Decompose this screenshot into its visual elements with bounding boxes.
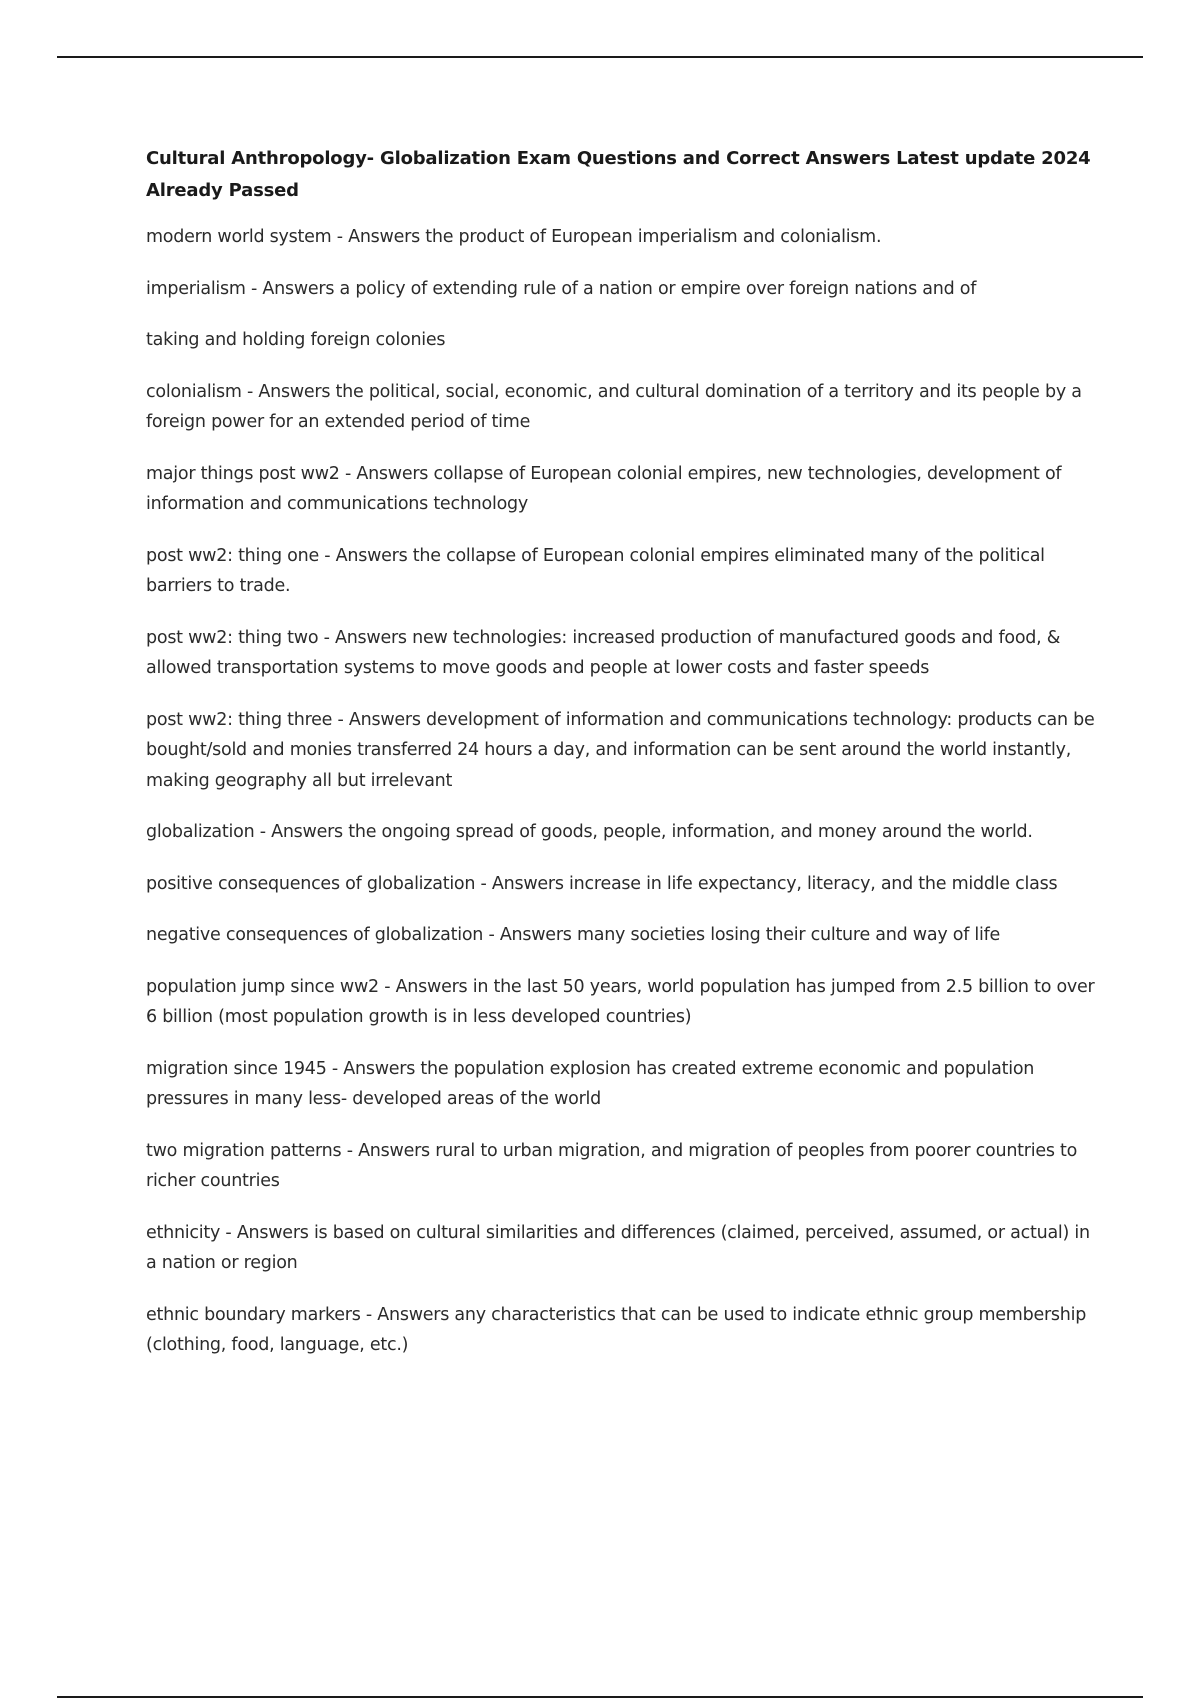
title-line-2: Already Passed: [146, 180, 299, 201]
entry-imperialism-continued: taking and holding foreign colonies: [146, 330, 446, 350]
entry-ethnicity: ethnicity - Answers is based on cultural similarities and differences (claimed, perceived, assumed, or actual) in a nation or region: [146, 1222, 1090, 1273]
entry-globalization: globalization - Answers the ongoing spread of goods, people, information, and money around the world.: [146, 822, 1033, 842]
entry-post-ww2-thing-three: post ww2: thing three - Answers development of information and communications technology: products can be bought/sold and monies transferred 24 hours a day, and information can be sent around the world instantly, making geography all but irrelevant: [146, 709, 1095, 791]
entry-population-jump: population jump since ww2 - Answers in the last 50 years, world population has jumped from 2.5 billion to over 6 billion (most population growth is in less developed countries): [146, 976, 1095, 1027]
entry-negative-consequences: negative consequences of globalization - Answers many societies losing their culture and way of life: [146, 925, 1001, 945]
entry-two-migration-patterns: two migration patterns - Answers rural to urban migration, and migration of peoples from poorer countries to richer countries: [146, 1140, 1078, 1191]
entry-colonialism: colonialism - Answers the political, social, economic, and cultural domination of a territory and its people by a foreign power for an extended period of time: [146, 381, 1082, 432]
document-body: [146, 143, 1096, 1382]
document-title: [146, 143, 1096, 207]
entry-ethnic-boundary-markers: ethnic boundary markers - Answers any characteristics that can be used to indicate ethnic group membership (clothing, food, language, etc.): [146, 1304, 1087, 1355]
top-rule: [57, 56, 1143, 58]
entry-positive-consequences: positive consequences of globalization - Answers increase in life expectancy, literacy, and the middle class: [146, 873, 1058, 894]
entry-modern-world-system: modern world system - Answers the product of European imperialism and colonialism.: [146, 227, 882, 247]
entry-major-things-post-ww2: major things post ww2 - Answers collapse of European colonial empires, new technologies, development of information and communications technology: [146, 463, 1062, 514]
entry-imperialism: imperialism - Answers a policy of extending rule of a nation or empire over foreign nations and of: [146, 278, 977, 299]
entry-post-ww2-thing-one: post ww2: thing one - Answers the collapse of European colonial empires eliminated many of the political barriers to trade.: [146, 545, 1045, 596]
bottom-rule: [57, 1696, 1143, 1698]
entry-post-ww2-thing-two: post ww2: thing two - Answers new technologies: increased production of manufactured goods and food, & allowed transportation systems to move goods and people at lower costs and faster speeds: [146, 627, 1061, 678]
entry-migration-since-1945: migration since 1945 - Answers the population explosion has created extreme economic and population pressures in many less- developed areas of the world: [146, 1058, 1035, 1109]
title-line-1: Cultural Anthropology- Globalization Exam Questions and Correct Answers Latest update 2024: [146, 148, 1091, 169]
